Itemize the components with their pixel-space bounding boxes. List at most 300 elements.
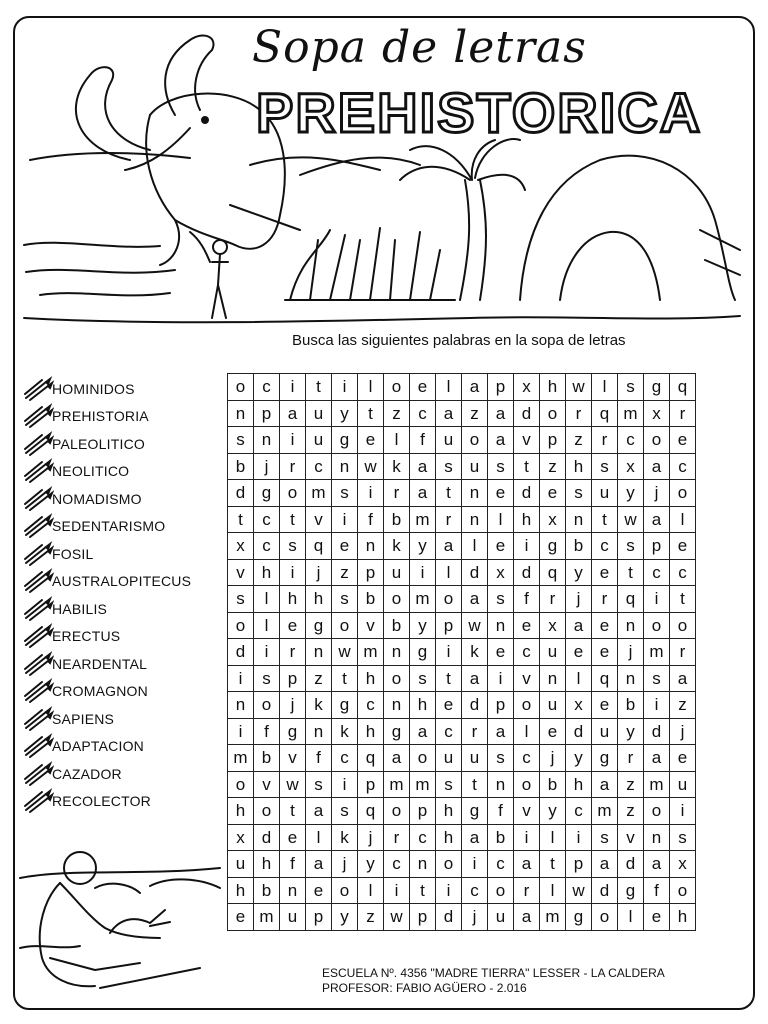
- grid-cell[interactable]: g: [384, 718, 410, 745]
- grid-cell[interactable]: f: [488, 798, 514, 825]
- grid-cell[interactable]: e: [488, 480, 514, 507]
- grid-cell[interactable]: h: [228, 877, 254, 904]
- grid-cell[interactable]: a: [592, 771, 618, 798]
- grid-cell[interactable]: o: [592, 904, 618, 931]
- grid-cell[interactable]: e: [488, 533, 514, 560]
- grid-cell[interactable]: w: [358, 453, 384, 480]
- grid-cell[interactable]: k: [332, 718, 358, 745]
- grid-cell[interactable]: o: [332, 612, 358, 639]
- grid-cell[interactable]: s: [644, 665, 670, 692]
- grid-cell[interactable]: m: [410, 586, 436, 613]
- grid-cell[interactable]: b: [566, 533, 592, 560]
- grid-cell[interactable]: o: [254, 692, 280, 719]
- grid-cell[interactable]: l: [540, 877, 566, 904]
- grid-cell[interactable]: u: [280, 904, 306, 931]
- grid-cell[interactable]: c: [670, 453, 696, 480]
- grid-cell[interactable]: s: [566, 480, 592, 507]
- grid-cell[interactable]: n: [410, 851, 436, 878]
- grid-cell[interactable]: u: [592, 718, 618, 745]
- grid-cell[interactable]: s: [592, 824, 618, 851]
- grid-cell[interactable]: n: [228, 692, 254, 719]
- grid-cell[interactable]: t: [670, 586, 696, 613]
- grid-cell[interactable]: w: [280, 771, 306, 798]
- grid-cell[interactable]: n: [280, 877, 306, 904]
- grid-cell[interactable]: o: [384, 374, 410, 401]
- grid-cell[interactable]: u: [436, 745, 462, 772]
- grid-cell[interactable]: q: [592, 400, 618, 427]
- grid-cell[interactable]: v: [618, 824, 644, 851]
- grid-cell[interactable]: h: [540, 374, 566, 401]
- grid-cell[interactable]: d: [462, 559, 488, 586]
- grid-cell[interactable]: h: [566, 771, 592, 798]
- grid-cell[interactable]: w: [618, 506, 644, 533]
- grid-cell[interactable]: i: [670, 798, 696, 825]
- grid-cell[interactable]: u: [306, 427, 332, 454]
- grid-cell[interactable]: l: [566, 665, 592, 692]
- grid-cell[interactable]: e: [670, 745, 696, 772]
- grid-cell[interactable]: z: [462, 400, 488, 427]
- grid-cell[interactable]: a: [488, 718, 514, 745]
- grid-cell[interactable]: a: [488, 427, 514, 454]
- grid-cell[interactable]: w: [462, 612, 488, 639]
- grid-cell[interactable]: b: [358, 586, 384, 613]
- grid-cell[interactable]: n: [384, 692, 410, 719]
- grid-cell[interactable]: t: [592, 506, 618, 533]
- grid-cell[interactable]: j: [280, 692, 306, 719]
- grid-cell[interactable]: p: [280, 665, 306, 692]
- grid-cell[interactable]: m: [410, 506, 436, 533]
- grid-cell[interactable]: i: [332, 374, 358, 401]
- grid-cell[interactable]: s: [488, 745, 514, 772]
- grid-cell[interactable]: c: [670, 559, 696, 586]
- grid-cell[interactable]: b: [254, 877, 280, 904]
- grid-cell[interactable]: w: [566, 374, 592, 401]
- grid-cell[interactable]: b: [384, 506, 410, 533]
- grid-cell[interactable]: a: [384, 745, 410, 772]
- grid-cell[interactable]: p: [410, 798, 436, 825]
- grid-cell[interactable]: r: [280, 639, 306, 666]
- grid-cell[interactable]: t: [540, 851, 566, 878]
- grid-cell[interactable]: g: [332, 427, 358, 454]
- grid-cell[interactable]: n: [306, 718, 332, 745]
- grid-cell[interactable]: o: [514, 771, 540, 798]
- grid-cell[interactable]: p: [644, 533, 670, 560]
- grid-cell[interactable]: g: [410, 639, 436, 666]
- grid-cell[interactable]: v: [254, 771, 280, 798]
- grid-cell[interactable]: x: [488, 559, 514, 586]
- grid-cell[interactable]: j: [644, 480, 670, 507]
- grid-cell[interactable]: i: [436, 877, 462, 904]
- grid-cell[interactable]: a: [514, 904, 540, 931]
- grid-cell[interactable]: o: [280, 480, 306, 507]
- grid-cell[interactable]: x: [540, 612, 566, 639]
- grid-cell[interactable]: i: [280, 559, 306, 586]
- grid-cell[interactable]: l: [592, 374, 618, 401]
- grid-cell[interactable]: t: [514, 453, 540, 480]
- grid-cell[interactable]: r: [540, 586, 566, 613]
- grid-cell[interactable]: t: [436, 665, 462, 692]
- grid-cell[interactable]: x: [566, 692, 592, 719]
- grid-cell[interactable]: w: [384, 904, 410, 931]
- grid-cell[interactable]: k: [306, 692, 332, 719]
- grid-cell[interactable]: a: [306, 851, 332, 878]
- grid-cell[interactable]: a: [670, 665, 696, 692]
- grid-cell[interactable]: j: [670, 718, 696, 745]
- grid-cell[interactable]: m: [254, 904, 280, 931]
- grid-cell[interactable]: g: [332, 692, 358, 719]
- grid-cell[interactable]: t: [332, 665, 358, 692]
- grid-cell[interactable]: l: [462, 533, 488, 560]
- grid-cell[interactable]: j: [254, 453, 280, 480]
- grid-cell[interactable]: d: [514, 559, 540, 586]
- grid-cell[interactable]: x: [228, 533, 254, 560]
- grid-cell[interactable]: o: [488, 877, 514, 904]
- grid-cell[interactable]: m: [540, 904, 566, 931]
- grid-cell[interactable]: u: [540, 639, 566, 666]
- grid-cell[interactable]: n: [462, 480, 488, 507]
- grid-cell[interactable]: i: [228, 718, 254, 745]
- grid-cell[interactable]: r: [514, 877, 540, 904]
- grid-cell[interactable]: a: [644, 851, 670, 878]
- grid-cell[interactable]: f: [644, 877, 670, 904]
- grid-cell[interactable]: e: [540, 480, 566, 507]
- grid-cell[interactable]: e: [514, 612, 540, 639]
- grid-cell[interactable]: f: [254, 718, 280, 745]
- grid-cell[interactable]: a: [280, 400, 306, 427]
- grid-cell[interactable]: h: [436, 824, 462, 851]
- grid-cell[interactable]: p: [358, 559, 384, 586]
- grid-cell[interactable]: y: [358, 851, 384, 878]
- grid-cell[interactable]: d: [254, 824, 280, 851]
- grid-cell[interactable]: o: [540, 400, 566, 427]
- grid-cell[interactable]: o: [410, 745, 436, 772]
- grid-cell[interactable]: h: [228, 798, 254, 825]
- grid-cell[interactable]: w: [332, 639, 358, 666]
- grid-cell[interactable]: i: [384, 877, 410, 904]
- grid-cell[interactable]: e: [592, 692, 618, 719]
- grid-cell[interactable]: o: [644, 427, 670, 454]
- grid-cell[interactable]: a: [436, 400, 462, 427]
- grid-cell[interactable]: d: [566, 718, 592, 745]
- grid-cell[interactable]: a: [644, 745, 670, 772]
- grid-cell[interactable]: r: [592, 586, 618, 613]
- grid-cell[interactable]: m: [228, 745, 254, 772]
- grid-cell[interactable]: d: [592, 877, 618, 904]
- grid-cell[interactable]: z: [358, 904, 384, 931]
- grid-cell[interactable]: e: [644, 904, 670, 931]
- grid-cell[interactable]: b: [254, 745, 280, 772]
- grid-cell[interactable]: o: [332, 877, 358, 904]
- grid-cell[interactable]: v: [228, 559, 254, 586]
- grid-cell[interactable]: n: [462, 506, 488, 533]
- grid-cell[interactable]: b: [488, 824, 514, 851]
- grid-cell[interactable]: x: [618, 453, 644, 480]
- grid-cell[interactable]: h: [436, 798, 462, 825]
- grid-cell[interactable]: n: [228, 400, 254, 427]
- grid-cell[interactable]: l: [358, 374, 384, 401]
- grid-cell[interactable]: l: [488, 506, 514, 533]
- grid-cell[interactable]: i: [254, 639, 280, 666]
- grid-cell[interactable]: m: [384, 771, 410, 798]
- grid-cell[interactable]: y: [566, 559, 592, 586]
- grid-cell[interactable]: v: [280, 745, 306, 772]
- grid-cell[interactable]: n: [566, 506, 592, 533]
- grid-cell[interactable]: e: [358, 427, 384, 454]
- grid-cell[interactable]: i: [566, 824, 592, 851]
- grid-cell[interactable]: h: [514, 506, 540, 533]
- grid-cell[interactable]: r: [670, 639, 696, 666]
- grid-cell[interactable]: a: [644, 506, 670, 533]
- grid-cell[interactable]: s: [332, 586, 358, 613]
- grid-cell[interactable]: m: [644, 639, 670, 666]
- grid-cell[interactable]: b: [618, 692, 644, 719]
- grid-cell[interactable]: c: [410, 824, 436, 851]
- grid-cell[interactable]: i: [644, 586, 670, 613]
- grid-cell[interactable]: s: [306, 771, 332, 798]
- grid-cell[interactable]: d: [462, 692, 488, 719]
- grid-cell[interactable]: s: [410, 665, 436, 692]
- grid-cell[interactable]: q: [358, 745, 384, 772]
- grid-cell[interactable]: k: [462, 639, 488, 666]
- grid-cell[interactable]: q: [670, 374, 696, 401]
- grid-cell[interactable]: s: [618, 374, 644, 401]
- grid-cell[interactable]: u: [488, 904, 514, 931]
- grid-cell[interactable]: u: [462, 453, 488, 480]
- grid-cell[interactable]: y: [618, 718, 644, 745]
- grid-cell[interactable]: a: [488, 400, 514, 427]
- grid-cell[interactable]: f: [410, 427, 436, 454]
- grid-cell[interactable]: k: [384, 453, 410, 480]
- grid-cell[interactable]: q: [592, 665, 618, 692]
- grid-cell[interactable]: c: [644, 559, 670, 586]
- grid-cell[interactable]: c: [384, 851, 410, 878]
- grid-cell[interactable]: p: [436, 612, 462, 639]
- grid-cell[interactable]: u: [540, 692, 566, 719]
- grid-cell[interactable]: i: [410, 559, 436, 586]
- grid-cell[interactable]: n: [384, 639, 410, 666]
- grid-cell[interactable]: c: [514, 639, 540, 666]
- grid-cell[interactable]: y: [332, 400, 358, 427]
- grid-cell[interactable]: l: [358, 877, 384, 904]
- grid-cell[interactable]: p: [254, 400, 280, 427]
- grid-cell[interactable]: i: [280, 427, 306, 454]
- grid-cell[interactable]: z: [306, 665, 332, 692]
- grid-cell[interactable]: l: [514, 718, 540, 745]
- grid-cell[interactable]: f: [306, 745, 332, 772]
- grid-cell[interactable]: u: [670, 771, 696, 798]
- grid-cell[interactable]: n: [254, 427, 280, 454]
- grid-cell[interactable]: c: [306, 453, 332, 480]
- grid-cell[interactable]: i: [436, 639, 462, 666]
- grid-cell[interactable]: l: [670, 506, 696, 533]
- grid-cell[interactable]: o: [384, 586, 410, 613]
- grid-cell[interactable]: j: [332, 851, 358, 878]
- grid-cell[interactable]: s: [332, 480, 358, 507]
- grid-cell[interactable]: e: [280, 612, 306, 639]
- grid-cell[interactable]: c: [436, 718, 462, 745]
- grid-cell[interactable]: p: [540, 427, 566, 454]
- grid-cell[interactable]: s: [592, 453, 618, 480]
- grid-cell[interactable]: l: [618, 904, 644, 931]
- grid-cell[interactable]: o: [228, 374, 254, 401]
- grid-cell[interactable]: i: [228, 665, 254, 692]
- grid-cell[interactable]: e: [670, 427, 696, 454]
- grid-cell[interactable]: f: [514, 586, 540, 613]
- grid-cell[interactable]: y: [618, 480, 644, 507]
- grid-cell[interactable]: i: [514, 533, 540, 560]
- grid-cell[interactable]: o: [384, 798, 410, 825]
- grid-cell[interactable]: u: [384, 559, 410, 586]
- grid-cell[interactable]: g: [462, 798, 488, 825]
- grid-cell[interactable]: u: [462, 745, 488, 772]
- grid-cell[interactable]: m: [358, 639, 384, 666]
- grid-cell[interactable]: u: [306, 400, 332, 427]
- grid-cell[interactable]: t: [358, 400, 384, 427]
- grid-cell[interactable]: j: [540, 745, 566, 772]
- grid-cell[interactable]: s: [488, 453, 514, 480]
- grid-cell[interactable]: n: [618, 612, 644, 639]
- grid-cell[interactable]: a: [462, 665, 488, 692]
- grid-cell[interactable]: m: [592, 798, 618, 825]
- grid-cell[interactable]: i: [280, 374, 306, 401]
- grid-cell[interactable]: h: [254, 851, 280, 878]
- grid-cell[interactable]: c: [254, 506, 280, 533]
- grid-cell[interactable]: p: [488, 692, 514, 719]
- grid-cell[interactable]: o: [644, 798, 670, 825]
- grid-cell[interactable]: p: [358, 771, 384, 798]
- grid-cell[interactable]: g: [540, 533, 566, 560]
- grid-cell[interactable]: r: [566, 400, 592, 427]
- grid-cell[interactable]: a: [462, 586, 488, 613]
- grid-cell[interactable]: z: [618, 798, 644, 825]
- grid-cell[interactable]: z: [332, 559, 358, 586]
- grid-cell[interactable]: y: [332, 904, 358, 931]
- grid-cell[interactable]: d: [436, 904, 462, 931]
- grid-cell[interactable]: t: [306, 374, 332, 401]
- grid-cell[interactable]: e: [488, 639, 514, 666]
- grid-cell[interactable]: l: [384, 427, 410, 454]
- grid-cell[interactable]: g: [592, 745, 618, 772]
- grid-cell[interactable]: f: [358, 506, 384, 533]
- grid-cell[interactable]: o: [228, 771, 254, 798]
- grid-cell[interactable]: l: [306, 824, 332, 851]
- grid-cell[interactable]: z: [566, 427, 592, 454]
- grid-cell[interactable]: g: [566, 904, 592, 931]
- grid-cell[interactable]: n: [332, 453, 358, 480]
- grid-cell[interactable]: g: [280, 718, 306, 745]
- grid-cell[interactable]: j: [462, 904, 488, 931]
- grid-cell[interactable]: v: [514, 665, 540, 692]
- grid-cell[interactable]: x: [644, 400, 670, 427]
- grid-cell[interactable]: r: [384, 480, 410, 507]
- grid-cell[interactable]: e: [540, 718, 566, 745]
- grid-cell[interactable]: u: [228, 851, 254, 878]
- grid-cell[interactable]: a: [306, 798, 332, 825]
- grid-cell[interactable]: v: [358, 612, 384, 639]
- grid-cell[interactable]: o: [436, 586, 462, 613]
- grid-cell[interactable]: n: [540, 665, 566, 692]
- grid-cell[interactable]: t: [280, 798, 306, 825]
- grid-cell[interactable]: t: [410, 877, 436, 904]
- grid-cell[interactable]: j: [566, 586, 592, 613]
- grid-cell[interactable]: s: [332, 798, 358, 825]
- grid-cell[interactable]: g: [644, 374, 670, 401]
- grid-cell[interactable]: y: [566, 745, 592, 772]
- grid-cell[interactable]: r: [592, 427, 618, 454]
- grid-cell[interactable]: v: [514, 798, 540, 825]
- grid-cell[interactable]: c: [254, 374, 280, 401]
- grid-cell[interactable]: i: [358, 480, 384, 507]
- grid-cell[interactable]: x: [228, 824, 254, 851]
- grid-cell[interactable]: r: [618, 745, 644, 772]
- grid-cell[interactable]: e: [280, 824, 306, 851]
- grid-cell[interactable]: e: [410, 374, 436, 401]
- grid-cell[interactable]: z: [540, 453, 566, 480]
- grid-cell[interactable]: k: [332, 824, 358, 851]
- grid-cell[interactable]: n: [358, 533, 384, 560]
- grid-cell[interactable]: v: [514, 427, 540, 454]
- grid-cell[interactable]: l: [540, 824, 566, 851]
- grid-cell[interactable]: t: [280, 506, 306, 533]
- grid-cell[interactable]: o: [514, 692, 540, 719]
- grid-cell[interactable]: b: [540, 771, 566, 798]
- grid-cell[interactable]: c: [462, 877, 488, 904]
- grid-cell[interactable]: c: [488, 851, 514, 878]
- grid-cell[interactable]: s: [254, 665, 280, 692]
- grid-cell[interactable]: j: [306, 559, 332, 586]
- grid-cell[interactable]: t: [462, 771, 488, 798]
- grid-cell[interactable]: s: [228, 427, 254, 454]
- grid-cell[interactable]: a: [410, 453, 436, 480]
- grid-cell[interactable]: x: [514, 374, 540, 401]
- grid-cell[interactable]: h: [566, 453, 592, 480]
- grid-cell[interactable]: m: [644, 771, 670, 798]
- grid-cell[interactable]: a: [462, 374, 488, 401]
- grid-cell[interactable]: r: [384, 824, 410, 851]
- grid-cell[interactable]: h: [358, 718, 384, 745]
- grid-cell[interactable]: i: [332, 771, 358, 798]
- grid-cell[interactable]: q: [306, 533, 332, 560]
- grid-cell[interactable]: u: [436, 427, 462, 454]
- grid-cell[interactable]: q: [358, 798, 384, 825]
- grid-cell[interactable]: d: [228, 480, 254, 507]
- grid-cell[interactable]: g: [254, 480, 280, 507]
- grid-cell[interactable]: d: [618, 851, 644, 878]
- grid-cell[interactable]: e: [592, 559, 618, 586]
- grid-cell[interactable]: o: [254, 798, 280, 825]
- grid-cell[interactable]: n: [488, 771, 514, 798]
- grid-cell[interactable]: w: [566, 877, 592, 904]
- grid-cell[interactable]: t: [436, 480, 462, 507]
- grid-cell[interactable]: i: [644, 692, 670, 719]
- grid-cell[interactable]: e: [592, 612, 618, 639]
- grid-cell[interactable]: z: [384, 400, 410, 427]
- grid-cell[interactable]: h: [280, 586, 306, 613]
- grid-cell[interactable]: m: [306, 480, 332, 507]
- grid-cell[interactable]: d: [514, 400, 540, 427]
- grid-cell[interactable]: c: [358, 692, 384, 719]
- grid-cell[interactable]: n: [644, 824, 670, 851]
- grid-cell[interactable]: f: [280, 851, 306, 878]
- grid-cell[interactable]: c: [592, 533, 618, 560]
- grid-cell[interactable]: x: [670, 851, 696, 878]
- grid-cell[interactable]: l: [436, 559, 462, 586]
- grid-cell[interactable]: h: [254, 559, 280, 586]
- grid-cell[interactable]: d: [514, 480, 540, 507]
- grid-cell[interactable]: s: [436, 453, 462, 480]
- grid-cell[interactable]: a: [410, 480, 436, 507]
- grid-cell[interactable]: r: [280, 453, 306, 480]
